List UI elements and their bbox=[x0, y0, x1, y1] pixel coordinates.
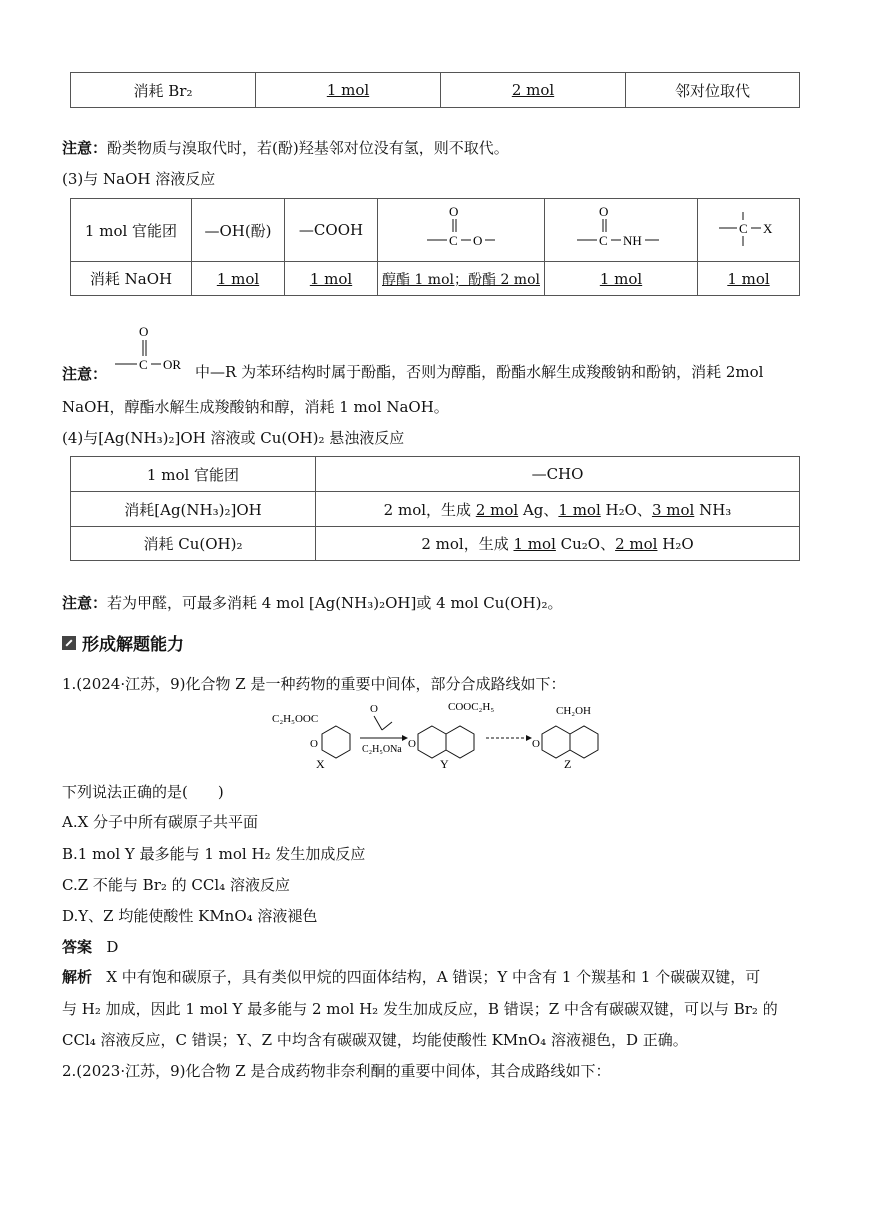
cho-header-group: —CHO bbox=[316, 457, 800, 492]
note-2: 注意： O C OR 中—R 为苯环结构时属于酚酯，否则为醇酯，酚酯水解生成羧酸钠和酚钠，消耗 2mol bbox=[62, 324, 764, 383]
section-heading: 形成解题能力 bbox=[62, 630, 184, 655]
cu-row-label: 消耗 Cu(OH)₂ bbox=[71, 527, 316, 561]
naoh-value: 1 mol bbox=[727, 269, 770, 288]
option-a: A.X 分子中所有碳原子共平面 bbox=[62, 813, 259, 831]
svg-text:O: O bbox=[310, 738, 318, 750]
naoh-header-oh: —OH(酚) bbox=[192, 199, 285, 262]
svg-text:OR: OR bbox=[163, 357, 182, 372]
note-2-cont: NaOH，醇酯水解生成羧酸钠和醇，消耗 1 mol NaOH。 bbox=[62, 398, 449, 416]
cu-row-value: 2 mol，生成 1 mol Cu₂O、2 mol H₂O bbox=[316, 527, 800, 561]
amide-c: C bbox=[599, 233, 608, 248]
naoh-value: 1 mol bbox=[216, 269, 260, 288]
reagent: C₂H₅ONa bbox=[362, 744, 402, 755]
option-d: D.Y、Z 均能使酸性 KMnO₄ 溶液褪色 bbox=[62, 907, 318, 925]
struct-c: C bbox=[449, 233, 458, 248]
svg-text:O: O bbox=[370, 703, 378, 715]
naoh-header-label: 1 mol 官能团 bbox=[71, 199, 192, 262]
naoh-header-cooh: —COOH bbox=[285, 199, 378, 262]
cho-table bbox=[70, 456, 800, 561]
cho-header-label: 1 mol 官能团 bbox=[71, 457, 316, 492]
amide-o: O bbox=[599, 204, 609, 219]
svg-text:O: O bbox=[408, 738, 416, 750]
br2-position: 邻对位取代 bbox=[626, 73, 800, 108]
halide-structure bbox=[698, 199, 800, 262]
halide-x: X bbox=[762, 221, 772, 236]
x-substituent: C₂H₅OOC bbox=[272, 713, 319, 725]
amide-structure bbox=[545, 199, 698, 262]
option-b: B.1 mol Y 最多能与 1 mol H₂ 发生加成反应 bbox=[62, 845, 366, 863]
label-x: X bbox=[316, 757, 325, 770]
reaction-scheme bbox=[268, 698, 608, 770]
heading-ag: (4)与[Ag(NH₃)₂]OH 溶液或 Cu(OH)₂ 悬浊液反应 bbox=[62, 429, 405, 447]
svg-text:O: O bbox=[532, 738, 540, 750]
br2-table bbox=[70, 72, 800, 108]
amide-nh: NH bbox=[623, 233, 642, 248]
naoh-value: 1 mol bbox=[309, 269, 353, 288]
pencil-icon bbox=[62, 636, 76, 650]
q1-stem: 1.(2024·江苏，9)化合物 Z 是一种药物的重要中间体，部分合成路线如下： bbox=[62, 675, 566, 693]
svg-text:C: C bbox=[139, 357, 148, 372]
analysis-line-2: 与 H₂ 加成，因此 1 mol Y 最多能与 2 mol H₂ 发生加成反应，B 错误；Z 中含有碳碳双键，可以与 Br₂ 的 bbox=[62, 1000, 778, 1018]
ester-structure bbox=[378, 199, 545, 262]
naoh-value: 1 mol bbox=[599, 269, 643, 288]
analysis-line-3: CCl₄ 溶液反应，C 错误；Y、Z 中均含有碳碳双键，均能使酸性 KMnO₄ 溶液褪色，D 正确。 bbox=[62, 1031, 688, 1049]
analysis-line-1: 解析 X 中有饱和碳原子，具有类似甲烷的四面体结构，A 错误；Y 中含有 1 个羰基和 1 个碳碳双键，可 bbox=[62, 968, 761, 986]
ag-row-value: 2 mol，生成 2 mol Ag、1 mol H₂O、3 mol NH₃ bbox=[316, 492, 800, 527]
q2-stem: 2.(2023·江苏，9)化合物 Z 是合成药物非奈利酮的重要中间体，其合成路线如下： bbox=[62, 1062, 611, 1080]
struct-o2: O bbox=[473, 233, 483, 248]
heading-naoh: (3)与 NaOH 溶液反应 bbox=[62, 170, 216, 188]
br2-value-1: 1 mol bbox=[326, 81, 370, 99]
naoh-table bbox=[70, 198, 800, 296]
br2-value-2: 2 mol bbox=[511, 81, 555, 99]
struct-o: O bbox=[449, 204, 459, 219]
br2-label: 消耗 Br₂ bbox=[71, 73, 256, 108]
label-z: Z bbox=[564, 757, 572, 770]
label-y: Y bbox=[440, 757, 449, 770]
note-1: 注意：酚类物质与溴取代时，若(酚)羟基邻对位没有氢，则不取代。 bbox=[62, 139, 509, 157]
naoh-row-label: 消耗 NaOH bbox=[71, 262, 192, 296]
ag-row-label: 消耗[Ag(NH₃)₂]OH bbox=[71, 492, 316, 527]
z-substituent: CH₂OH bbox=[556, 705, 592, 717]
note-3: 注意：若为甲醛，可最多消耗 4 mol [Ag(NH₃)₂OH]或 4 mol Cu(OH)₂。 bbox=[62, 594, 563, 612]
q1-prompt: 下列说法正确的是( ) bbox=[62, 783, 224, 801]
ester-or-structure bbox=[111, 322, 191, 380]
naoh-value: 醇酯 1 mol；酚酯 2 mol bbox=[382, 271, 540, 288]
svg-text:O: O bbox=[139, 324, 149, 339]
option-c: C.Z 不能与 Br₂ 的 CCl₄ 溶液反应 bbox=[62, 876, 290, 894]
y-substituent: COOC₂H₅ bbox=[448, 701, 495, 713]
halide-c: C bbox=[738, 221, 748, 236]
answer: 答案 D bbox=[62, 938, 119, 956]
